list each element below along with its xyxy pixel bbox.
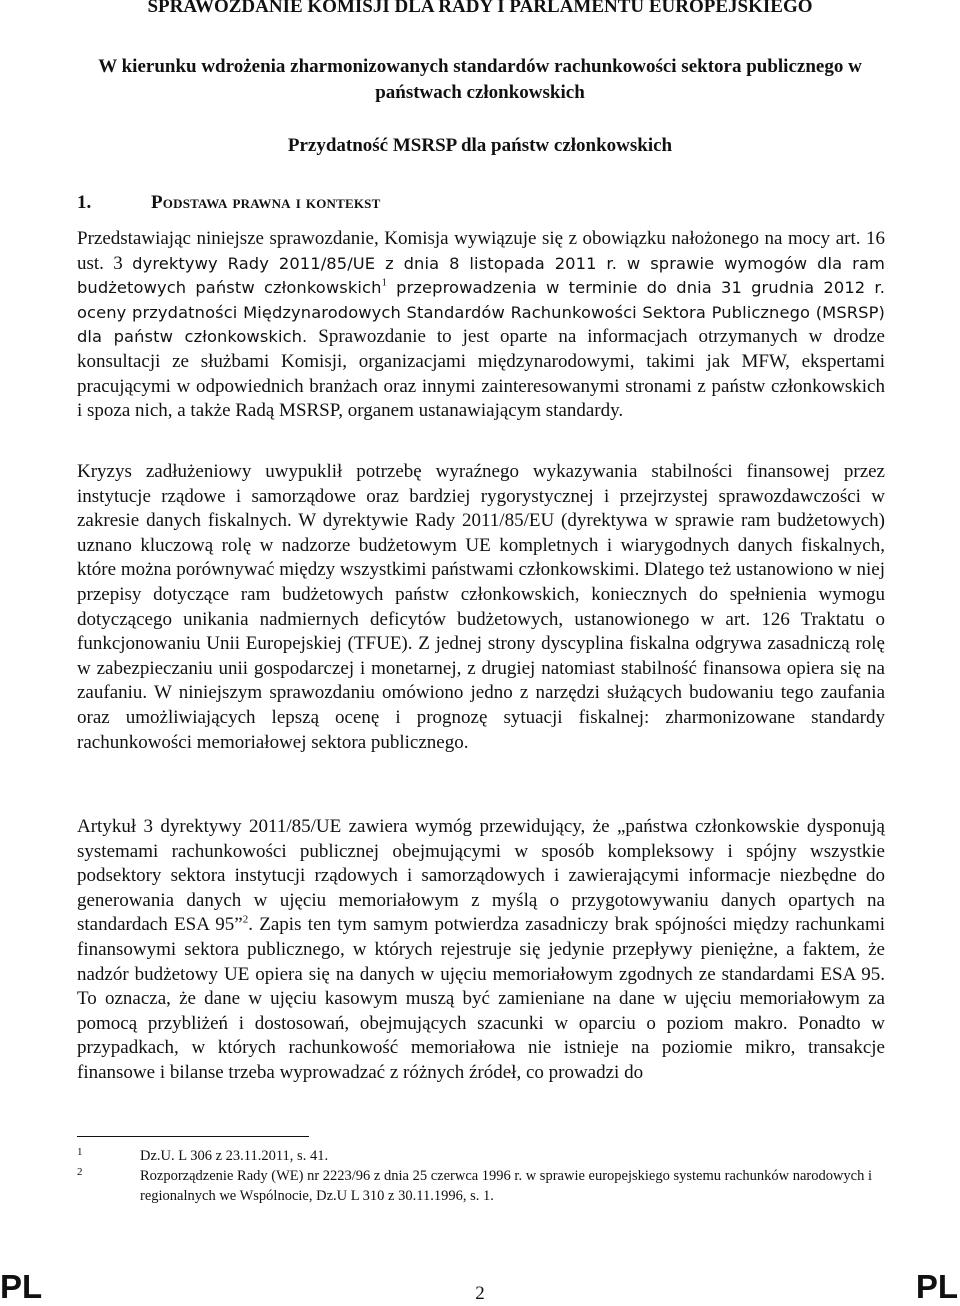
section-number: 1. — [77, 192, 92, 213]
paragraph-2: Kryzys zadłużeniowy uwypuklił potrzebę wyraźnego wykazywania stabilności finansowej przez instytucje rządowe i samorządowe oraz bardziej rygorystycznej i przejrzystej sprawozdawczości w zakresie danych fiskalnych. W dyrektywie Rady 2011/85/EU (dyrektywa w sprawie ram budżetowych) uznano kluczową rolę w nadzorze budżetowym UE kompletnych i wiarygodnych danych fiskalnych, które można porównywać między wszystkimi państwami członkowskimi. Dlatego też ustanowiono w niej przepisy dotyczące ram budżetowych państw członkowskich, koniecznych do spełnienia wymogu dotyczącego unikania nadmiernych deficytów budżetowych, ustanowionego w art. 126 Traktatu o funkcjonowaniu Unii Europejskiej (TFUE). Z jednej strony dyscyplina fiskalna odgrywa zasadniczą rolę w zabezpieczaniu unii gospodarczej i monetarnej, z drugiej natomiast stabilność finansowa opiera się na zaufaniu. W niniejszym sprawozdaniu omówiono jedno z narzędzi służących budowaniu tego zaufania oraz umożliwiających lepszą ocenę i prognozę sytuacji fiskalnej: zharmonizowane standardy rachunkowości memoriałowej sektora publicznego. — [77, 461, 885, 753]
footnote-ref-1[interactable]: 1 — [381, 276, 387, 289]
footer-language-left: PL — [0, 1268, 43, 1305]
page-number: 2 — [475, 1283, 485, 1304]
footer-language-right: PL — [915, 1268, 958, 1305]
footnote-2-number: 2 — [77, 1166, 83, 1178]
document-subsubtitle: Przydatność MSRSP dla państw członkowskich — [287, 135, 673, 156]
section-title: Podstawa prawna i kontekst — [151, 192, 381, 213]
footnote-ref-2[interactable]: 2 — [242, 914, 249, 927]
paragraph-1 — [77, 227, 885, 424]
paragraph-1-part2: dyrektywy Rady 2011/85/UE z dnia 8 listopada 2011 r. w sprawie wymogów dla ram budżetowych państw członkowskich — [77, 253, 885, 298]
footnote-2-text: Rozporządzenie Rady (WE) nr 2223/96 z dnia 25 czerwca 1996 r. w sprawie europejskiego systemu rachunków narodowych i regionalnych we Wspólnocie, Dz.U L 310 z 30.11.1996, s. 1. — [140, 1168, 873, 1204]
document-title: SPRAWOZDANIE KOMISJI DLA RADY I PARLAMENTU EUROPEJSKIEGO — [147, 0, 813, 17]
paragraph-1-part4: Sprawozdanie to jest oparte na informacjach otrzymanych w drodze konsultacji ze służbami Komisji, organizacjami międzynarodowymi, takimi jak MFW, ekspertami pracującymi w odpowiednich branżach oraz innymi zainteresowanymi stronami z państw członkowskich i spoza nich, a także Radą MSRSP, organem ustanawiającym standardy. — [77, 326, 885, 422]
paragraph-1-part3: przeprowadzenia w terminie do dnia 31 grudnia 2012 r. oceny przydatności Międzynarodowych Standardów Rachunkowości Sektora Publicznego (MSRSP) dla państw członkowskich. — [77, 278, 885, 347]
document-subtitle: W kierunku wdrożenia zharmonizowanych standardów rachunkowości sektora publicznego w państwach członkowskich — [98, 56, 862, 103]
footnote-1-number: 1 — [77, 1146, 83, 1158]
footnote-1-text: Dz.U. L 306 z 23.11.2011, s. 41. — [140, 1148, 329, 1164]
section-heading — [77, 190, 877, 216]
paragraph-3-part1: Artykuł 3 dyrektywy 2011/85/UE zawiera wymóg przewidujący, że „państwa członkowskie dysponują systemami rachunkowości publicznej obejmującymi w sposób kompleksowy i spójny wszystkie podsektory sektora instytucji rządowych i samorządowych i zawierającymi informacje niezbędne do generowania danych w ujęciu memoriałowym z myślą o przygotowywaniu danych opartych na standardach ESA 95” — [77, 816, 885, 936]
footnote-separator — [77, 1136, 309, 1137]
paragraph-3-part2: . Zapis ten tym samym potwierdza zasadniczy brak spójności między rachunkami finansowymi sektora publicznego, w których rejestruje się jedynie przepływy pieniężne, a faktem, że nadzór budżetowy UE opiera się na danych w ujęciu memoriałowym zgodnych ze standardami ESA 95. To oznacza, że dane w ujęciu kasowym muszą być zamieniane na dane w ujęciu memoriałowym za pomocą przybliżeń i dostosowań, obejmujących szacunki w oparciu o poziom makro. Ponadto w przypadkach, w których rachunkowość memoriałowa nie istnieje na poziomie mikro, transakcje finansowe i bilanse trzeba wyprowadzać z różnych źródeł, co prowadzi do — [77, 914, 886, 1083]
paragraph-1-part1: Przedstawiając niniejsze sprawozdanie, Komisja wywiązuje się z obowiązku nałożonego na mocy art. 16 ust. 3 — [77, 228, 885, 274]
paragraph-3 — [77, 815, 885, 1086]
